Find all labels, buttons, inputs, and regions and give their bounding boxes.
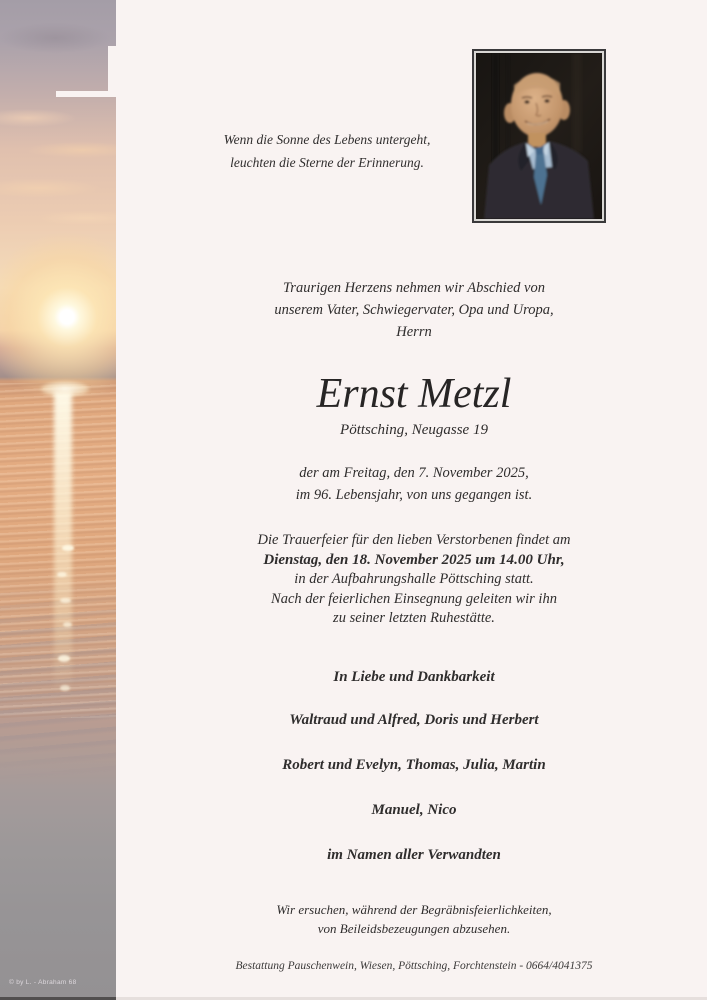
passing-info (126, 462, 702, 506)
deceased-name: Ernst Metzl (316, 371, 512, 417)
ceremony-line: in der Aufbahrungshalle Pöttsching statt. (294, 571, 534, 588)
mourners-line: Robert und Evelyn, Thomas, Julia, Martin (282, 757, 546, 773)
mourners-line: im Namen aller Verwandten (327, 847, 501, 863)
ceremony-datetime: Dienstag, den 18. November 2025 um 14.00 Uhr, (263, 551, 565, 568)
request-line: von Beileidsbezeugungen abzusehen. (317, 920, 511, 936)
verse-line: leuchten die Sterne der Erinnerung. (230, 155, 424, 170)
deceased-residence: Pöttsching, Neugasse 19 (340, 422, 488, 438)
ceremony-line: zu seiner letzten Ruhestätte. (333, 610, 495, 627)
passing-line: der am Freitag, den 7. November 2025, (299, 465, 529, 481)
funeral-home-info: Bestattung Pauschenwein, Wiesen, Pöttsching, Forchtenstein - 0664/4041375 (235, 960, 593, 972)
sparkle (60, 685, 70, 691)
mourners-line: Manuel, Nico (371, 802, 457, 818)
condolence-request (126, 901, 702, 938)
intro-line: unserem Vater, Schwiegervater, Opa und Uropa, (274, 302, 554, 318)
mourners-line: Waltraud und Alfred, Doris und Herbert (289, 712, 539, 728)
scan-notch (56, 91, 117, 97)
closing-phrase: In Liebe und Dankbarkeit (333, 669, 495, 685)
sunset-strip-image (0, 0, 116, 1000)
scan-notch (108, 46, 117, 92)
request-line: Wir ersuchen, während der Begräbnisfeierlichkeiten, (276, 902, 552, 917)
announcement-intro (126, 277, 702, 343)
intro-line: Herrn (396, 324, 432, 340)
sparkle (60, 598, 71, 603)
mourners-list (126, 698, 702, 878)
sparkle (58, 655, 70, 662)
ceremony-line: Nach der feierlichen Einsegnung geleiten wir ihn (271, 590, 557, 607)
sparkle (62, 545, 74, 551)
memorial-verse (150, 128, 504, 174)
intro-line: Traurigen Herzens nehmen wir Abschied von (283, 280, 545, 296)
passing-line: im 96. Lebensjahr, von uns gegangen ist. (295, 487, 533, 503)
sparkle (63, 622, 72, 627)
ceremony-line: Die Trauerfeier für den lieben Verstorbenen findet am (257, 532, 571, 548)
ceremony-info (126, 531, 702, 629)
sparkle (57, 572, 67, 577)
photo-credit: © by L. - Abraham 68 (9, 979, 77, 986)
verse-line: Wenn die Sonne des Lebens untergeht, (223, 132, 431, 147)
